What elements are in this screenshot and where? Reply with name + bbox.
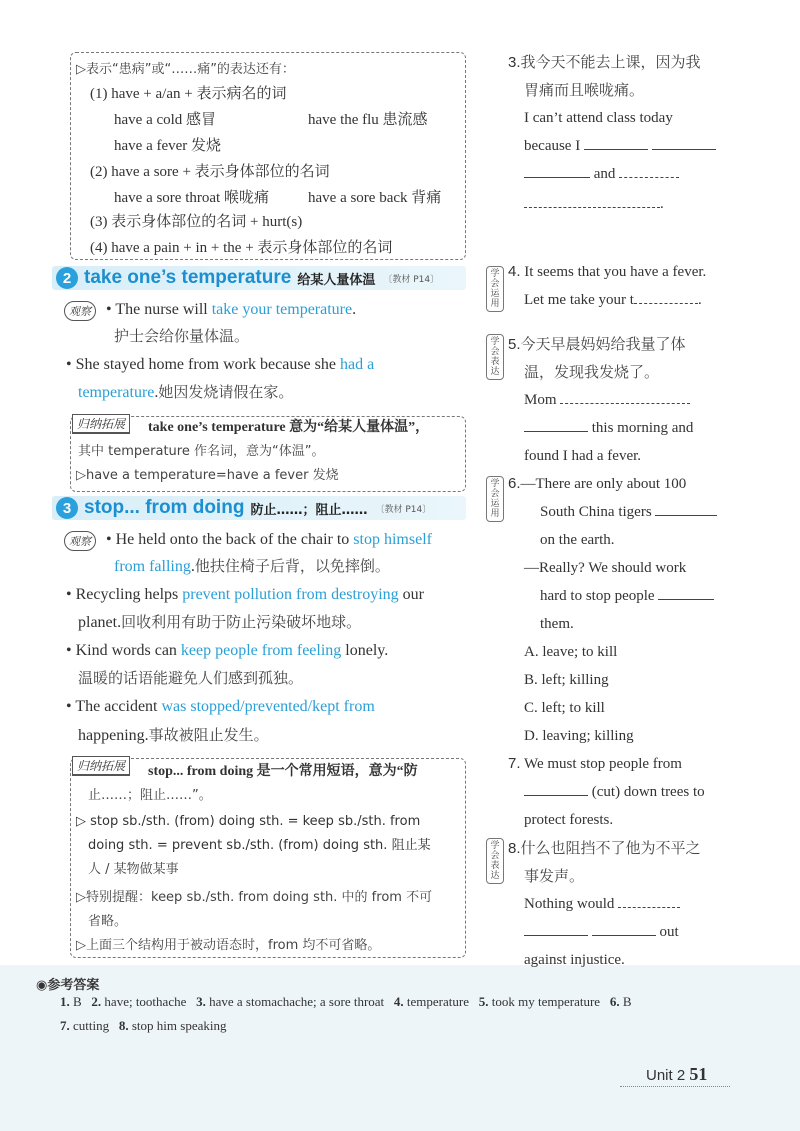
summary-line: 止……；阻止……”。 xyxy=(88,788,212,803)
answer-blank[interactable] xyxy=(524,164,590,178)
answer-blank[interactable] xyxy=(619,164,679,178)
example-sentence: • He held onto the back of the chair to stop himself xyxy=(106,531,432,548)
question-text: Let me take your t . xyxy=(524,292,702,308)
observe-tag: 观察 xyxy=(64,301,96,321)
summary-line: ▷ stop sb./sth. (from) doing sth. = keep sb./sth. from xyxy=(76,814,421,829)
answer-blank[interactable] xyxy=(655,502,717,516)
answer-blank[interactable] xyxy=(658,586,714,600)
question-3: 3.我今天不能去上课，因为我 xyxy=(508,53,701,71)
summary-tag: 归纳拓展 xyxy=(72,756,130,776)
question-text: protect forests. xyxy=(524,812,614,828)
section-ref: 〔教材 P14〕 xyxy=(375,504,432,515)
note-line: (3) 表示身体部位的名词 + hurt(s) xyxy=(90,214,303,230)
question-6: 6.—There are only about 100 xyxy=(508,475,687,492)
note-line: (2) have a sore + 表示身体部位的名词 xyxy=(90,164,330,180)
question-text: hard to stop people xyxy=(540,586,714,606)
example-translation: 温暖的话语能避免人们感到孤独。 xyxy=(78,669,304,687)
footer-rule xyxy=(620,1086,730,1087)
question-text: Nothing would xyxy=(524,894,680,914)
example-sentence-cont: temperature.她因发烧请假在家。 xyxy=(78,383,294,401)
answer-blank[interactable] xyxy=(584,136,648,150)
question-text: 事发声。 xyxy=(524,867,585,885)
note-line: have a sore back 背痛 xyxy=(308,190,442,206)
page-footer: Unit 2 51 xyxy=(646,1064,708,1084)
summary-line: ▷have a temperature=have a fever 发烧 xyxy=(76,468,339,483)
option-b[interactable]: B. left; killing xyxy=(524,672,609,688)
answers-line-2: 7. cutting 8. stop him speaking xyxy=(60,1018,227,1033)
example-sentence-cont: happening.事故被阻止发生。 xyxy=(78,726,269,744)
example-sentence-cont: planet.回收利用有助于防止污染破坏地球。 xyxy=(78,613,362,631)
answer-blank[interactable] xyxy=(652,136,716,150)
summary-line: stop... from doing 是一个常用短语，意为“防 xyxy=(148,764,418,779)
question-text: 温，发现我发烧了。 xyxy=(524,363,660,381)
observe-tag: 观察 xyxy=(64,531,96,551)
question-text: because I xyxy=(524,136,716,156)
answer-band xyxy=(0,965,800,1131)
answer-blank[interactable] xyxy=(524,194,660,208)
question-text: them. xyxy=(540,616,574,632)
question-text: out xyxy=(524,922,679,942)
question-4: 4. It seems that you have a fever. xyxy=(508,263,707,280)
example-sentence: • The accident was stopped/prevented/kept from xyxy=(66,698,375,715)
answer-blank[interactable] xyxy=(524,782,588,796)
summary-line: 省略。 xyxy=(88,914,128,929)
answer-blank[interactable] xyxy=(524,418,588,432)
section-header xyxy=(56,265,439,291)
answer-blank[interactable] xyxy=(618,894,680,908)
note-line: (4) have a pain + in + the + 表示身体部位的名词 xyxy=(90,240,393,256)
section-number: 2 xyxy=(56,267,78,289)
summary-line: 其中 temperature 作名词，意为“体温”。 xyxy=(78,444,325,459)
summary-tag: 归纳拓展 xyxy=(72,414,130,434)
section-title: stop... from doing xyxy=(84,497,245,518)
question-text: 胃痛而且喉咙痛。 xyxy=(524,81,645,99)
question-text: against injustice. xyxy=(524,952,625,968)
note-line: have a sore throat 喉咙痛 xyxy=(114,190,269,206)
note-line: have the flu 患流感 xyxy=(308,112,428,128)
section-title: take one’s temperature xyxy=(84,267,292,288)
apply-tag: 学会运用 xyxy=(486,476,504,522)
section-ref: 〔教材 P14〕 xyxy=(383,274,440,285)
section-header xyxy=(56,495,431,521)
express-tag: 学会表达 xyxy=(486,838,504,884)
option-c[interactable]: C. left; to kill xyxy=(524,700,605,716)
option-a[interactable]: A. leave; to kill xyxy=(524,644,618,660)
answers-title: ◉参考答案 xyxy=(36,978,100,993)
summary-line: take one’s temperature 意为“给某人量体温”， xyxy=(148,420,430,435)
question-5: 5.今天早晨妈妈给我量了体 xyxy=(508,335,686,353)
example-translation: 护士会给你量体温。 xyxy=(114,327,250,345)
section-cn: 防止……；阻止…… xyxy=(250,502,368,518)
question-7: 7. We must stop people from xyxy=(508,755,682,772)
example-sentence: • She stayed home from work because she had a xyxy=(66,356,375,373)
express-tag: 学会表达 xyxy=(486,334,504,380)
question-text: . xyxy=(524,194,664,214)
example-sentence-cont: from falling.他扶住椅子后背，以免摔倒。 xyxy=(114,557,390,575)
note-line: (1) have + a/an + 表示病名的词 xyxy=(90,86,287,102)
question-text: found I had a fever. xyxy=(524,448,642,464)
summary-line: 人 / 某物做某事 xyxy=(88,862,179,877)
summary-line: ▷上面三个结构用于被动语态时，from 均不可省略。 xyxy=(76,938,381,953)
answer-blank[interactable] xyxy=(524,922,588,936)
section-cn: 给某人量体温 xyxy=(297,272,376,288)
section-number: 3 xyxy=(56,497,78,519)
question-text: South China tigers xyxy=(540,502,717,522)
answer-blank[interactable] xyxy=(592,922,656,936)
answer-blank[interactable] xyxy=(560,390,690,404)
note-line: have a cold 感冒 xyxy=(114,112,217,128)
example-sentence: • The nurse will take your temperature. xyxy=(106,301,357,318)
question-text: on the earth. xyxy=(540,532,615,548)
apply-tag: 学会运用 xyxy=(486,266,504,312)
example-sentence: • Recycling helps prevent pollution from destroying our xyxy=(66,586,424,603)
question-8: 8.什么也阻挡不了他为不平之 xyxy=(508,839,701,857)
note-line: have a fever 发烧 xyxy=(114,138,222,154)
question-text: (cut) down trees to xyxy=(524,782,705,802)
summary-line: doing sth. = prevent sb./sth. (from) doing sth. 阻止某 xyxy=(88,838,431,853)
question-text: I can’t attend class today xyxy=(524,110,673,126)
question-text: and xyxy=(524,164,679,184)
question-text: —Really? We should work xyxy=(524,560,687,576)
answer-blank[interactable] xyxy=(634,290,698,304)
example-sentence: • Kind words can keep people from feeling lonely. xyxy=(66,642,389,659)
note-title: ▷表示“患病”或“……痛”的表达还有： xyxy=(76,62,295,77)
question-text: Mom xyxy=(524,390,690,410)
option-d[interactable]: D. leaving; killing xyxy=(524,728,634,744)
answers-line-1: 1. B 2. have; toothache 3. have a stomachache; a sore throat 4. temperature 5. took my temperature 6. B xyxy=(60,994,632,1009)
question-text: this morning and xyxy=(524,418,693,438)
summary-line: ▷特别提醒：keep sb./sth. from doing sth. 中的 from 不可 xyxy=(76,890,433,905)
